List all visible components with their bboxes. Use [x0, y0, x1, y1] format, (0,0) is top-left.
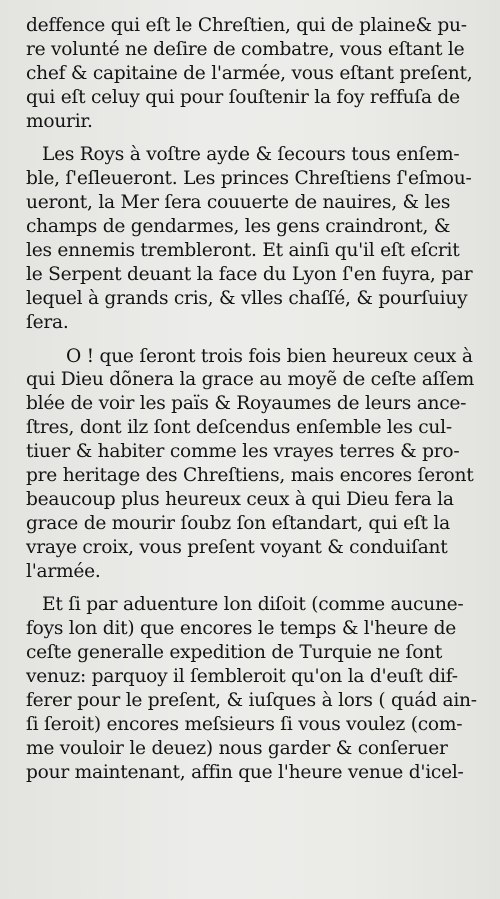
text-line: qui eſt celuy qui pour ſouſtenir la foy reffuſa de — [26, 86, 460, 108]
text-line: beaucoup plus heureux ceux à qui Dieu fera la — [26, 488, 454, 510]
text-line: ſtres, dont ilz ſont deſcendus enſemble les cul- — [26, 417, 452, 439]
text-line: ble, ſ'eſleueront. Les princes Chreſtiens ſ'eſmou- — [26, 168, 472, 190]
text-line: chef & capitaine de l'armée, vous eſtant preſent, — [26, 62, 473, 84]
text-line: ceſte generalle expedition de Turquie ne ſont — [26, 642, 443, 664]
text-line: Les Roys à voſtre ayde & ſecours tous enſem- — [42, 144, 460, 166]
paragraph-2 — [26, 143, 494, 334]
text-line: l'armée. — [26, 560, 101, 582]
text-line: ſi ſeroit) encores meſsieurs ſi vous voulez (com- — [26, 713, 463, 735]
text-line: deffence qui eſt le Chreſtien, qui de plaine& pu- — [26, 15, 467, 36]
text-line: re volunté ne deſire de combatre, vous eſtant le — [26, 38, 465, 60]
text-line: vraye croix, vous preſent voyant & conduiſant — [26, 536, 448, 558]
text-line: me vouloir le deuez) nous garder & conſeruer — [26, 737, 448, 759]
text-line: ueront, la Mer ſera couuerte de nauires, & les — [26, 192, 451, 214]
text-line: le Serpent deuant la face du Lyon ſ'en fuyra, par — [26, 263, 473, 285]
text-line: lequel à grands cris, & vlles chaſſé, & pourſuiuy — [26, 287, 468, 309]
paragraph-4 — [26, 593, 494, 784]
text-line: O ! que ſeront trois fois bien heureux ceux à — [66, 345, 473, 367]
text-line: mourir. — [26, 110, 93, 132]
page-text — [26, 14, 494, 795]
paragraph-3 — [26, 345, 494, 584]
text-line: pour maintenant, affin que l'heure venue d'icel- — [26, 761, 464, 783]
text-line: foys lon dit) que encores le temps & l'heure de — [26, 618, 457, 640]
text-line: qui Dieu dõnera la grace au moyẽ de ceſte aſſem — [26, 369, 475, 391]
text-line: champs de gendarmes, les gens craindront, & — [26, 216, 451, 238]
text-line: blée de voir les païs & Royaumes de leurs ance- — [26, 393, 467, 415]
text-line: tiuer & habiter comme les vrayes terres & pro- — [26, 441, 460, 463]
text-line: ſera. — [26, 311, 69, 333]
text-line: Et ſi par aduenture lon diſoit (comme aucune- — [42, 594, 464, 616]
text-line: venuz: parquoy il ſembleroit qu'on la d'euſt dif- — [26, 666, 458, 688]
text-line: ferer pour le preſent, & iuſques à lors ( quád ain- — [26, 690, 477, 712]
paragraph-1 — [26, 14, 494, 133]
text-line: les ennemis trembleront. Et ainſi qu'il eſt eſcrit — [26, 240, 460, 262]
text-line: pre heritage des Chreſtiens, mais encores ſeront — [26, 465, 474, 487]
text-line: grace de mourir ſoubz ſon eſtandart, qui eſt la — [26, 512, 450, 534]
